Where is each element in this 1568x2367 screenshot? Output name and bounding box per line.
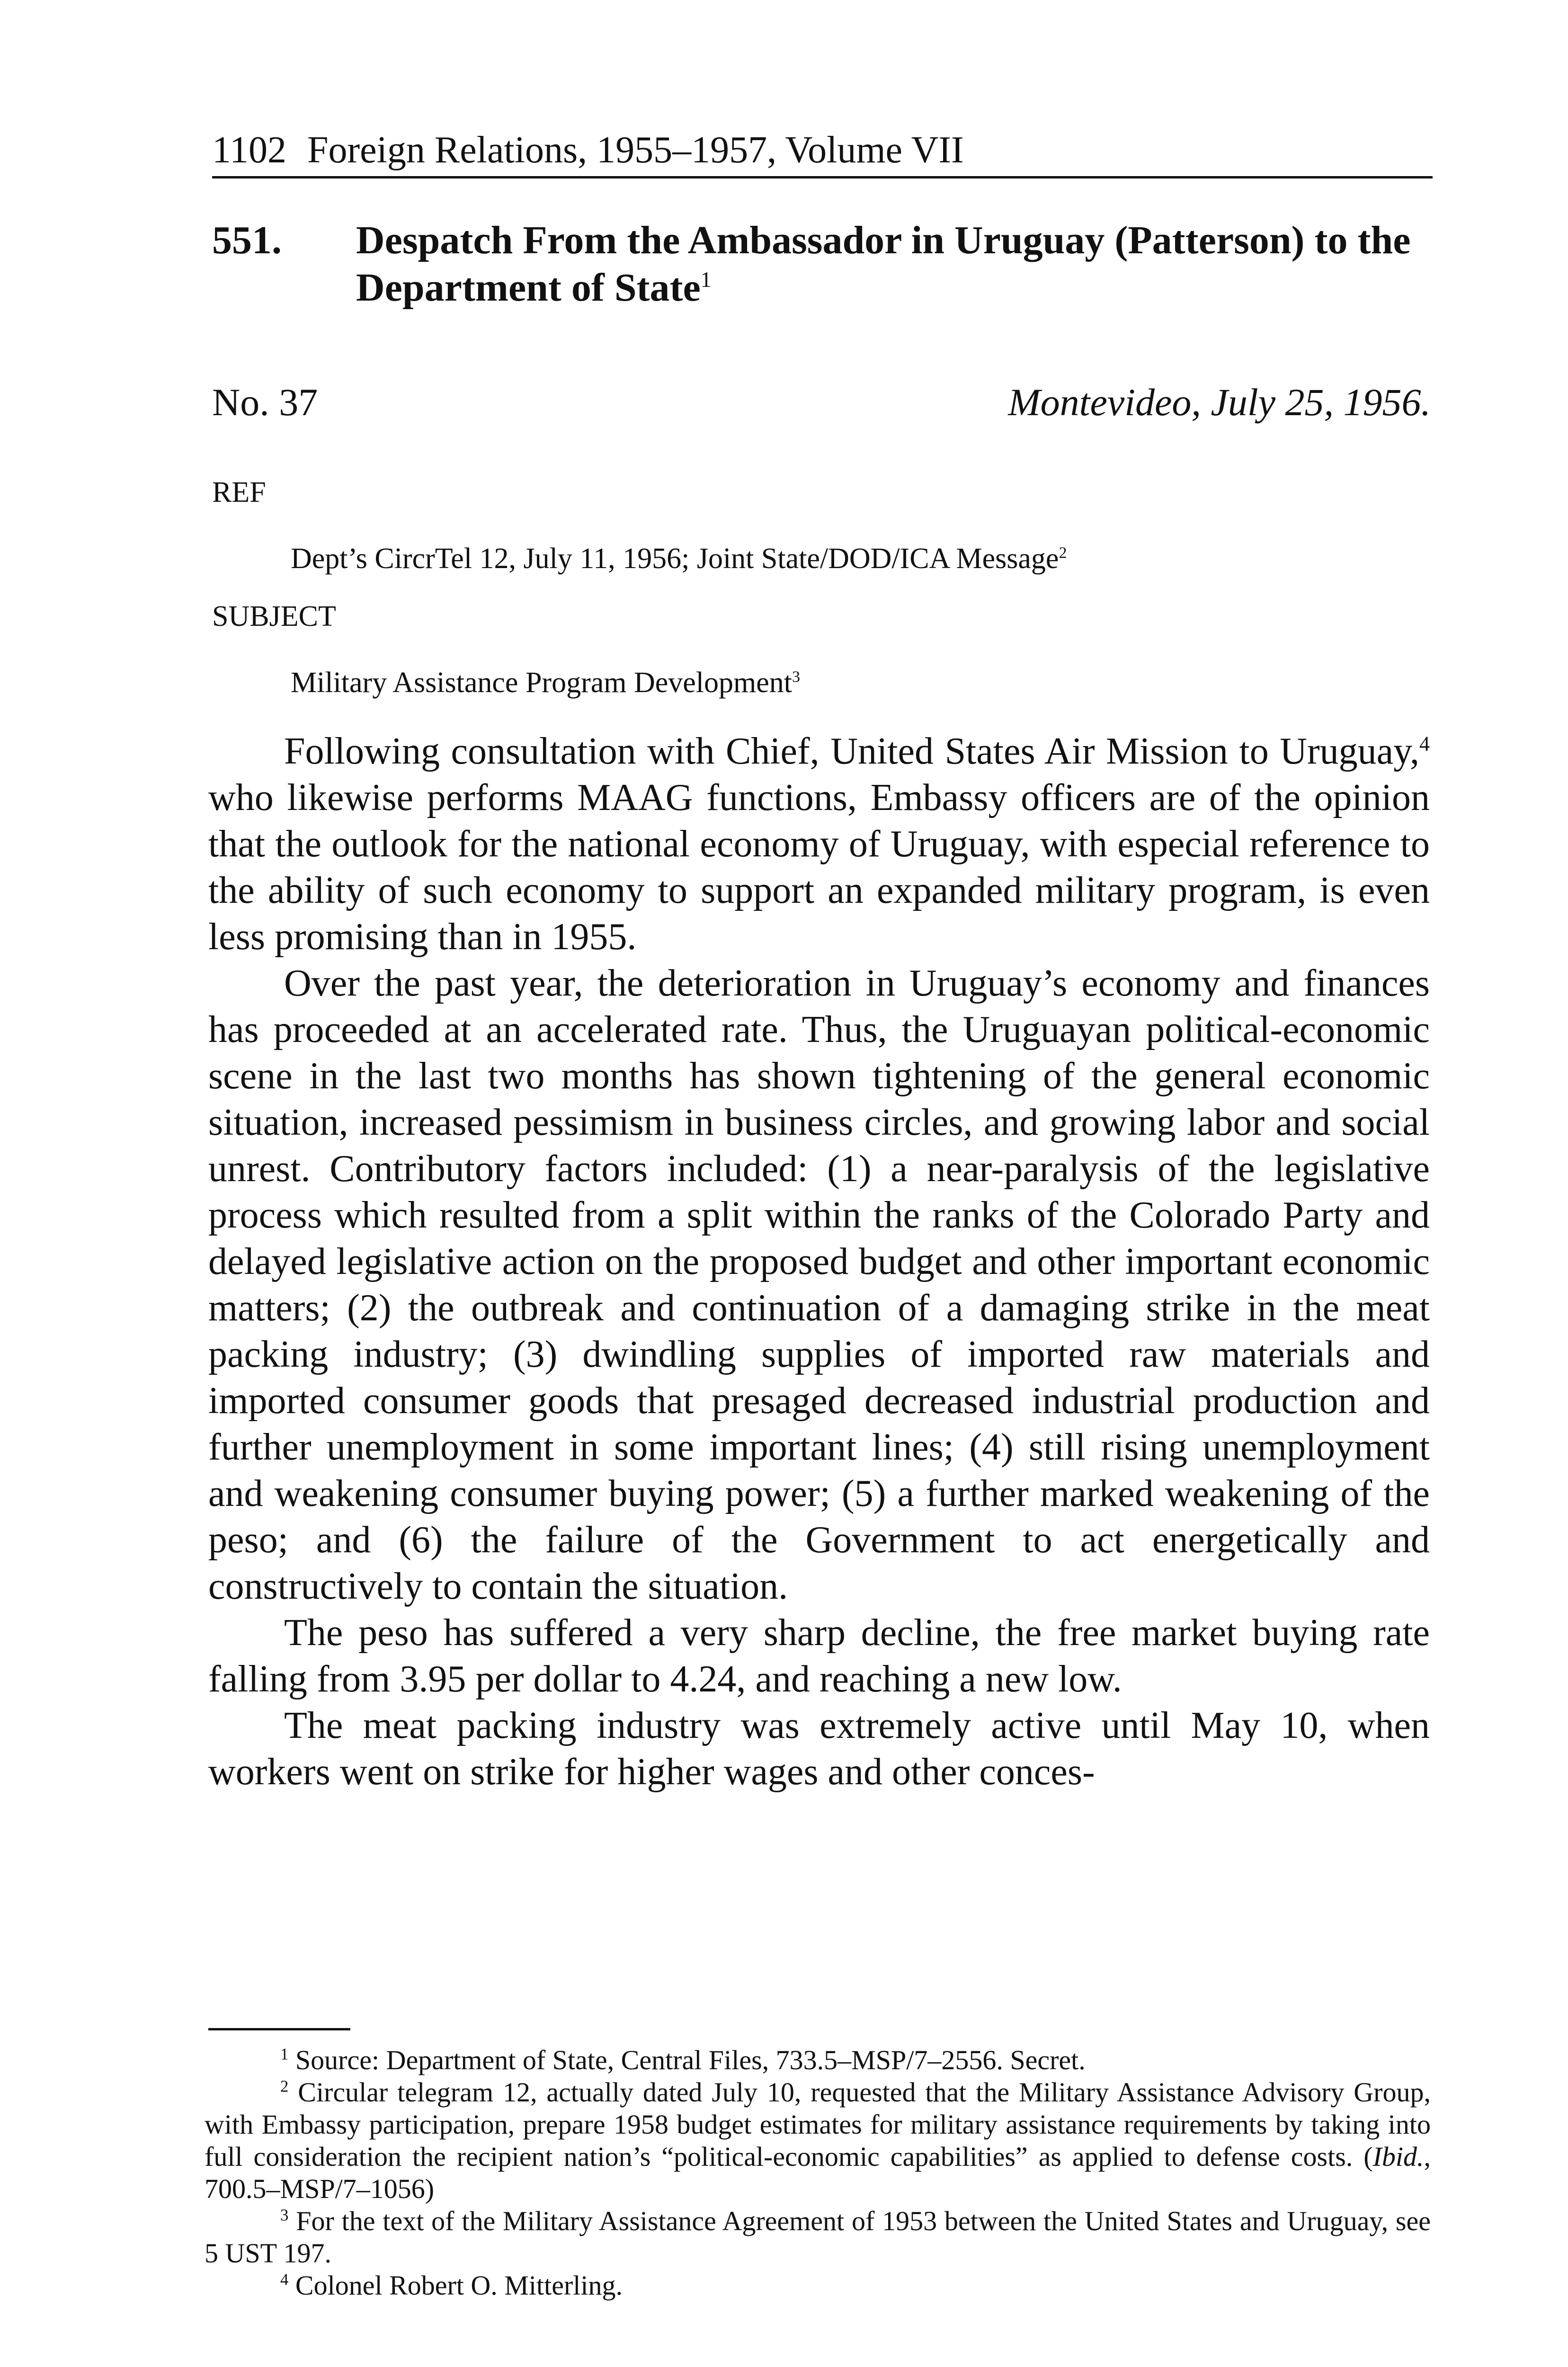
footnote-ref: 2: [1059, 544, 1067, 562]
footnote-text: Circular telegram 12, actually dated July 10, requested that the Military Assistance Advisory Group, with Embassy participation, prepare 1958 budget estimates for military assistance requirements by taking into full consideration the recipient nation’s “political-economic capabilities” as applied to defense costs. (: [205, 2077, 1431, 2172]
series-title: Foreign Relations, 1955–1957, Volume VII: [307, 129, 964, 171]
footnote-2: [205, 2076, 1431, 2205]
footnote-text: Source: Department of State, Central Files, 733.5–MSP/7–2556. Secret.: [295, 2045, 1086, 2075]
footnote-ref: 4: [1419, 732, 1430, 756]
paragraph-4: The meat packing industry was extremely active until May 10, when workers went on strike for higher wages and other conces-: [208, 1705, 1430, 1793]
footnote-ibid: Ibid.: [1372, 2141, 1424, 2172]
footnote-text: For the text of the Military Assistance Agreement of 1953 between the United States and Uruguay, see 5 UST 197.: [205, 2206, 1431, 2269]
document-title-text: Despatch From the Ambassador in Uruguay (Patterson) to the Department of State: [356, 218, 1411, 310]
subject-value-text: Military Assistance Program Development: [291, 667, 792, 699]
footnote-ref: 3: [792, 668, 801, 686]
place-and-date: Montevideo, July 25, 1956.: [1008, 381, 1431, 424]
ref-value-text: Dept’s CircrTel 12, July 11, 1956; Joint State/DOD/ICA Message: [291, 543, 1059, 575]
ref-value: [291, 540, 1067, 578]
paragraph-2: Over the past year, the deterioration in Uruguay’s economy and finances has proceeded at an accelerated rate. Thus, the Uruguayan political-economic scene in the last two months has shown tightening of the general economic situation, increased pessimism in business circles, and growing labor and social unrest. Contributory factors included: (1) a near-paralysis of the legislative process which resulted from a split within the ranks of the Colorado Party and delayed legislative action on the proposed budget and other important economic matters; (2) the outbreak and continuation of a damaging strike in the meat packing industry; (3) dwindling supplies of imported raw materials and imported consumer goods that presaged decreased industrial production and further unemployment in some important lines; (4) still rising unemployment and weakening consumer buying power; (5) a further marked weakening of the peso; and (6) the failure of the Government to act energetically and constructively to contain the situation.: [208, 962, 1430, 1607]
running-header: [212, 124, 1433, 178]
document-title: [356, 217, 1440, 311]
page-number: 1102: [212, 129, 287, 171]
paragraph-1: [208, 728, 1430, 960]
subject-value: [291, 664, 800, 702]
footnote-number: 1: [280, 2045, 289, 2064]
footnote-number: 2: [280, 2077, 289, 2096]
paragraph-1-text-a: Following consultation with Chief, United States Air Mission to Uruguay,: [284, 730, 1419, 772]
footnote-ref: 1: [700, 267, 712, 292]
footnote-4: [205, 2269, 1431, 2302]
footnote-number: 3: [280, 2206, 289, 2225]
despatch-number: No. 37: [212, 381, 318, 424]
paragraph-1-text-b: who likewise performs MAAG functions, Embassy officers are of the opinion that the outlook for the national economy of Uruguay, with especial reference to the ability of such economy to support an expanded military program, is even less promising than in 1955.: [208, 777, 1430, 958]
ref-label: REF: [212, 476, 266, 508]
footnote-divider: [208, 2028, 350, 2030]
paragraph-3: The peso has suffered a very sharp decline, the free market buying rate falling from 3.95 per dollar to 4.24, and reaching a new low.: [208, 1612, 1430, 1700]
document-number: 551.: [212, 218, 282, 262]
subject-label: SUBJECT: [212, 600, 336, 632]
footnote-text-end: , 700.5–MSP/7–1056): [205, 2141, 1431, 2204]
footnotes: [205, 2044, 1431, 2302]
body-text: [208, 728, 1430, 1795]
footnote-1: [205, 2044, 1431, 2076]
footnote-number: 4: [280, 2270, 289, 2289]
footnote-3: [205, 2205, 1431, 2269]
footnote-text: Colonel Robert O. Mitterling.: [295, 2270, 623, 2301]
